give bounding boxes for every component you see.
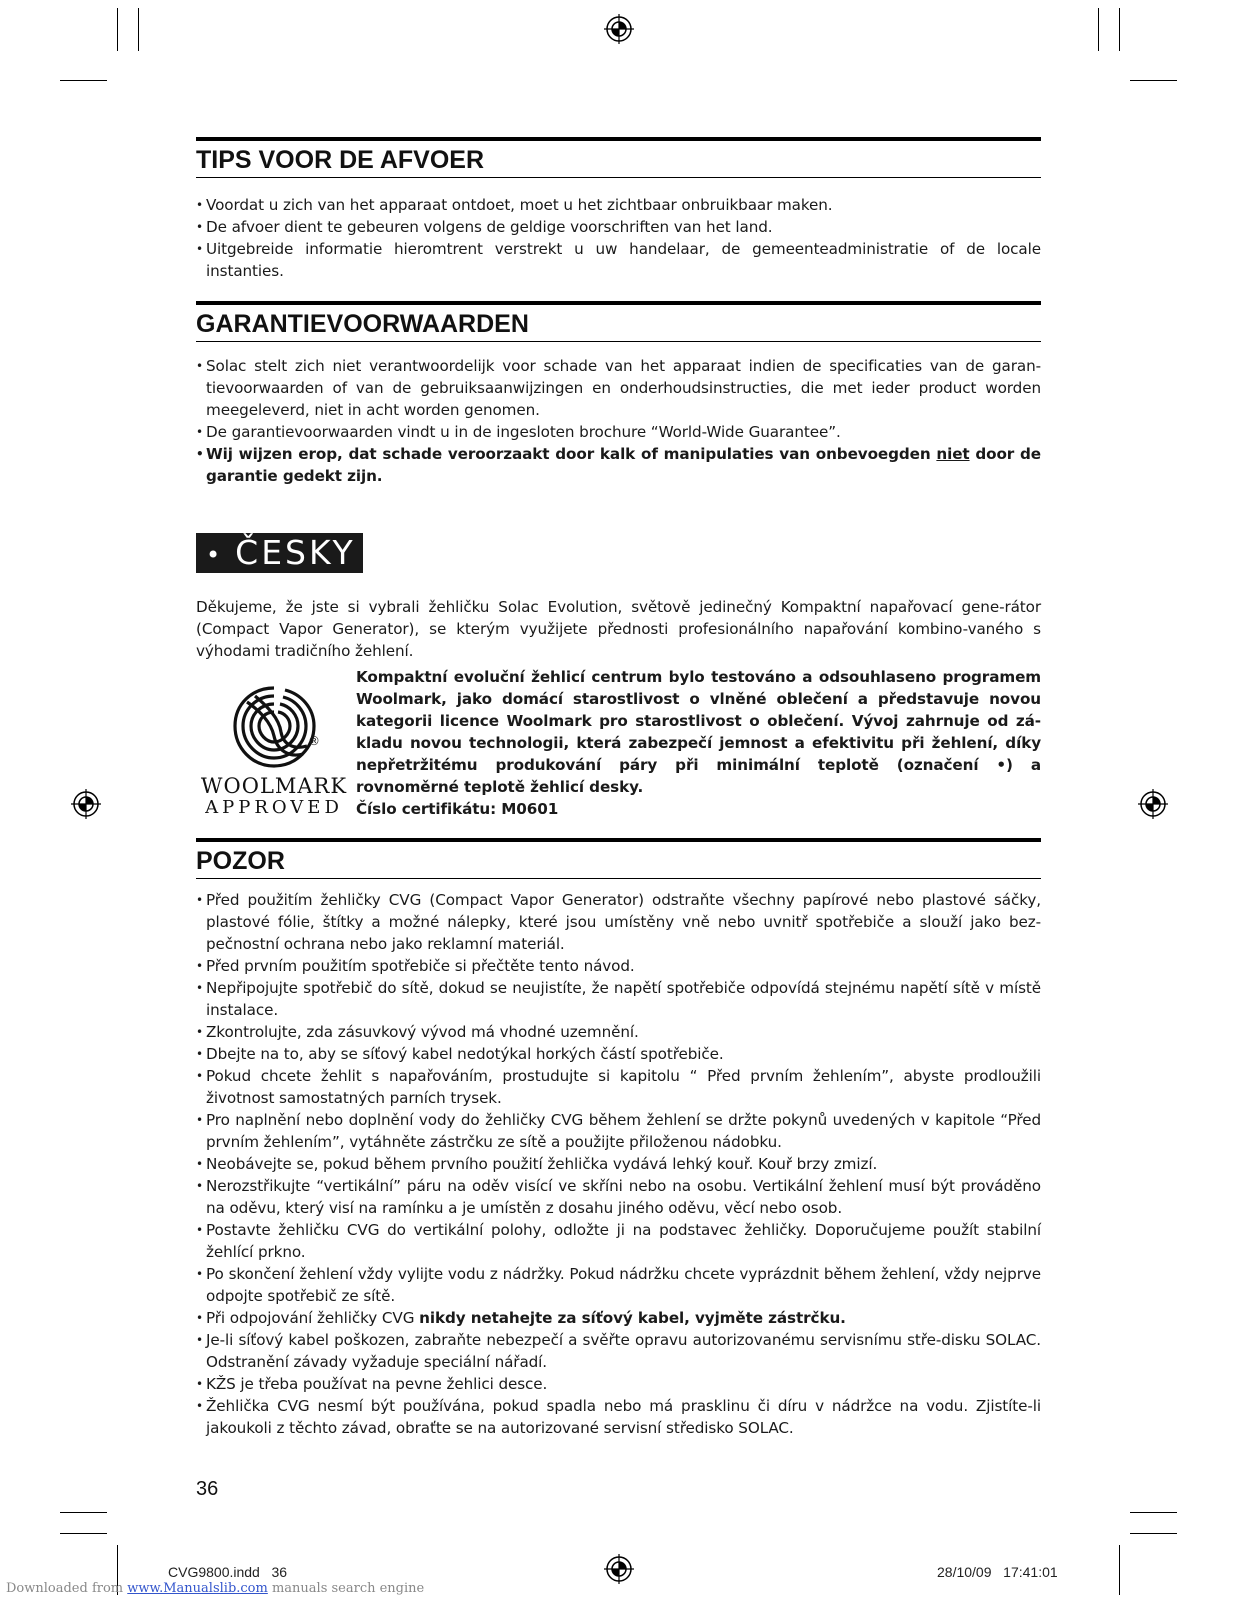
heading-rule-top — [196, 838, 1041, 842]
list-item: • De afvoer dient te gebeuren volgens de geldige voorschriften van het land. — [196, 216, 1041, 238]
section-afvoer — [196, 137, 1041, 282]
crop-mark — [117, 8, 118, 51]
watermark-text: Downloaded from — [6, 1581, 128, 1596]
watermark-link[interactable]: www.Manualslib.com — [127, 1581, 268, 1596]
registration-mark-icon — [1138, 789, 1168, 819]
bullet-list — [196, 889, 1041, 1439]
bullet-icon: • — [206, 540, 224, 569]
section-garantie — [196, 301, 1041, 487]
list-item: • Pro naplnění nebo doplnění vody do žehličky CVG během žehlení se držte pokynů uvedených v kapitole “Před prvním žehlením”, vytáhněte zástrčku ze sítě a použijte přiloženou nádobku. — [196, 1109, 1041, 1153]
heading-rule-bottom — [196, 878, 1041, 879]
crop-mark — [138, 8, 139, 51]
crop-mark — [1098, 8, 1099, 51]
list-item: • Žehlička CVG nesmí být používána, pokud spadla nebo má prasklinu či díru v nádržce na vodu. Zjistíte-li jakoukoli z těchto závad, obraťte se na autorizované servisní středisko SOLAC. — [196, 1395, 1041, 1439]
list-item: • Nepřipojujte spotřebič do sítě, dokud se neujistíte, že napětí spotřebiče odpovídá stejnému napětí sítě v místě instalace. — [196, 977, 1041, 1021]
crop-mark — [60, 1512, 107, 1513]
list-item: • Zkontrolujte, zda zásuvkový vývod má vhodné uzemnění. — [196, 1021, 1041, 1043]
watermark-text: manuals search engine — [267, 1581, 425, 1596]
logo-subtitle: APPROVED — [205, 797, 343, 818]
registration-mark-icon — [604, 14, 634, 44]
woolmark-block — [356, 666, 1041, 820]
heading-rule-bottom — [196, 177, 1041, 178]
registration-mark-icon — [71, 789, 101, 819]
list-item: • Solac stelt zich niet verantwoordelijk voor schade van het apparaat indien de specificaties van de garan-tievoorwaarden of van de gebruiksaanwijzingen en onderhoudsinstructies, die met ieder product worden meegeleverd, niet in acht worden genomen. — [196, 355, 1041, 421]
section-heading: TIPS VOOR DE AFVOER — [196, 146, 485, 174]
woolmark-icon — [227, 682, 322, 774]
section-pozor — [196, 838, 1041, 1439]
list-item: • KŽS je třeba používat na pevne žehlici desce. — [196, 1373, 1041, 1395]
crop-mark — [1119, 1545, 1120, 1595]
list-item: • Po skončení žehlení vždy vylijte vodu z nádržky. Pokud nádržku chcete vyprázdnit během žehlení, vždy nejprve odpojte spotřebič ze sítě. — [196, 1263, 1041, 1307]
crop-mark — [60, 1533, 107, 1534]
list-item: • Před prvním použitím spotřebiče si přečtěte tento návod. — [196, 955, 1041, 977]
bold-text: Wij wijzen erop, dat schade veroorzaakt door kalk of manipulaties van onbevoegden — [206, 445, 937, 463]
list-item: • Dbejte na to, aby se síťový kabel nedotýkal horkých částí spotřebiče. — [196, 1043, 1041, 1065]
registered-mark: ® — [308, 734, 320, 748]
heading-rule-top — [196, 301, 1041, 305]
list-item — [196, 1307, 1041, 1329]
footer-timestamp: 28/10/09 17:41:01 — [937, 1564, 1058, 1580]
logo-wordmark: WOOLMARK — [200, 774, 348, 798]
section-heading: POZOR — [196, 847, 285, 875]
certificate-number: Číslo certifikátu: M0601 — [356, 800, 559, 818]
registration-mark-icon — [604, 1554, 634, 1584]
list-item: • De garantievoorwaarden vindt u in de ingesloten brochure “World-Wide Guarantee”. — [196, 421, 1041, 443]
bold-text: door de garantie gedekt zijn. — [206, 445, 1041, 485]
list-item: • Postavte žehličku CVG do vertikální polohy, odložte ji na podstavec žehličky. Doporučujeme použít stabilní žehlící prkno. — [196, 1219, 1041, 1263]
woolmark-description: Kompaktní evoluční žehlicí centrum bylo testováno a odsouhlaseno programem Woolmark, jako domácí starostlivost o vlněné oblečení a představuje novou kategorii licence Woolmark pro starostlivost o oblečení. Vývoj zahrnuje od zá-kladu novou technologii, která zabezpečí jemnost a efektivitu při žehlení, díky nepřetržitému produkování páry při minimální teplotě (označení •) a rovnoměrné teplotě žehlicí desky. — [356, 668, 1041, 796]
crop-mark — [1119, 8, 1120, 51]
language-label: ČESKY — [235, 533, 356, 572]
footer-file-info: CVG9800.indd 36 — [168, 1564, 288, 1580]
list-item: • Nerozstřikujte “vertikální” páru na oděv visící ve skříni nebo na osobu. Vertikální žehlení musí být prováděno na oděvu, který visí na ramínku a je umístěn z dosahu jiného oděvu, věcí nebo osob. — [196, 1175, 1041, 1219]
bold-text: nikdy netahejte za síťový kabel, vyjměte zástrčku. — [419, 1309, 846, 1327]
crop-mark — [1130, 1512, 1177, 1513]
underlined-text: niet — [936, 445, 970, 463]
section-heading: GARANTIEVOORWAARDEN — [196, 310, 529, 338]
item-text: Při odpojování žehličky CVG — [206, 1309, 420, 1327]
crop-mark — [1130, 1533, 1177, 1534]
list-item: • Je-li síťový kabel poškozen, zabraňte nebezpečí a svěřte opravu autorizovanému servisnímu stře-disku SOLAC. Odstranění závady vyžaduje speciální nářadí. — [196, 1329, 1041, 1373]
list-item: • Voordat u zich van het apparaat ontdoet, moet u het zichtbaar onbruikbaar maken. — [196, 194, 1041, 216]
woolmark-logo — [200, 682, 348, 822]
list-item: • Před použitím žehličky CVG (Compact Vapor Generator) odstraňte všechny papírové nebo plastové sáčky, plastové fólie, štítky a možné nálepky, které jsou umístěny vně nebo uvnitř spotřebiče a slouží jako bez-pečnostní ochrana nebo jako reklamní materiál. — [196, 889, 1041, 955]
heading-rule-top — [196, 137, 1041, 141]
language-banner — [196, 533, 363, 573]
heading-rule-bottom — [196, 341, 1041, 342]
list-item-bold — [196, 443, 1041, 487]
bullet-list — [196, 355, 1041, 487]
crop-mark — [60, 80, 107, 81]
crop-mark — [1130, 80, 1177, 81]
list-item: • Pokud chcete žehlit s napařováním, prostudujte si kapitolu “ Před prvním žehlením”, abyste prodloužili životnost samostatných parních trysek. — [196, 1065, 1041, 1109]
page-number: 36 — [196, 1478, 219, 1500]
bullet-list — [196, 194, 1041, 282]
list-item: • Uitgebreide informatie hieromtrent verstrekt u uw handelaar, de gemeenteadministratie of de locale instanties. — [196, 238, 1041, 282]
list-item: • Neobávejte se, pokud během prvního použití žehlička vydává lehký kouř. Kouř brzy zmizí. — [196, 1153, 1041, 1175]
download-watermark — [6, 1581, 424, 1596]
intro-paragraph: Děkujeme, že jste si vybrali žehličku Solac Evolution, světově jedinečný Kompaktní napařovací gene-rátor (Compact Vapor Generator), se kterým využijete přednosti profesionálního napařování kombino-vaného s výhodami tradičního žehlení. — [196, 598, 1041, 660]
